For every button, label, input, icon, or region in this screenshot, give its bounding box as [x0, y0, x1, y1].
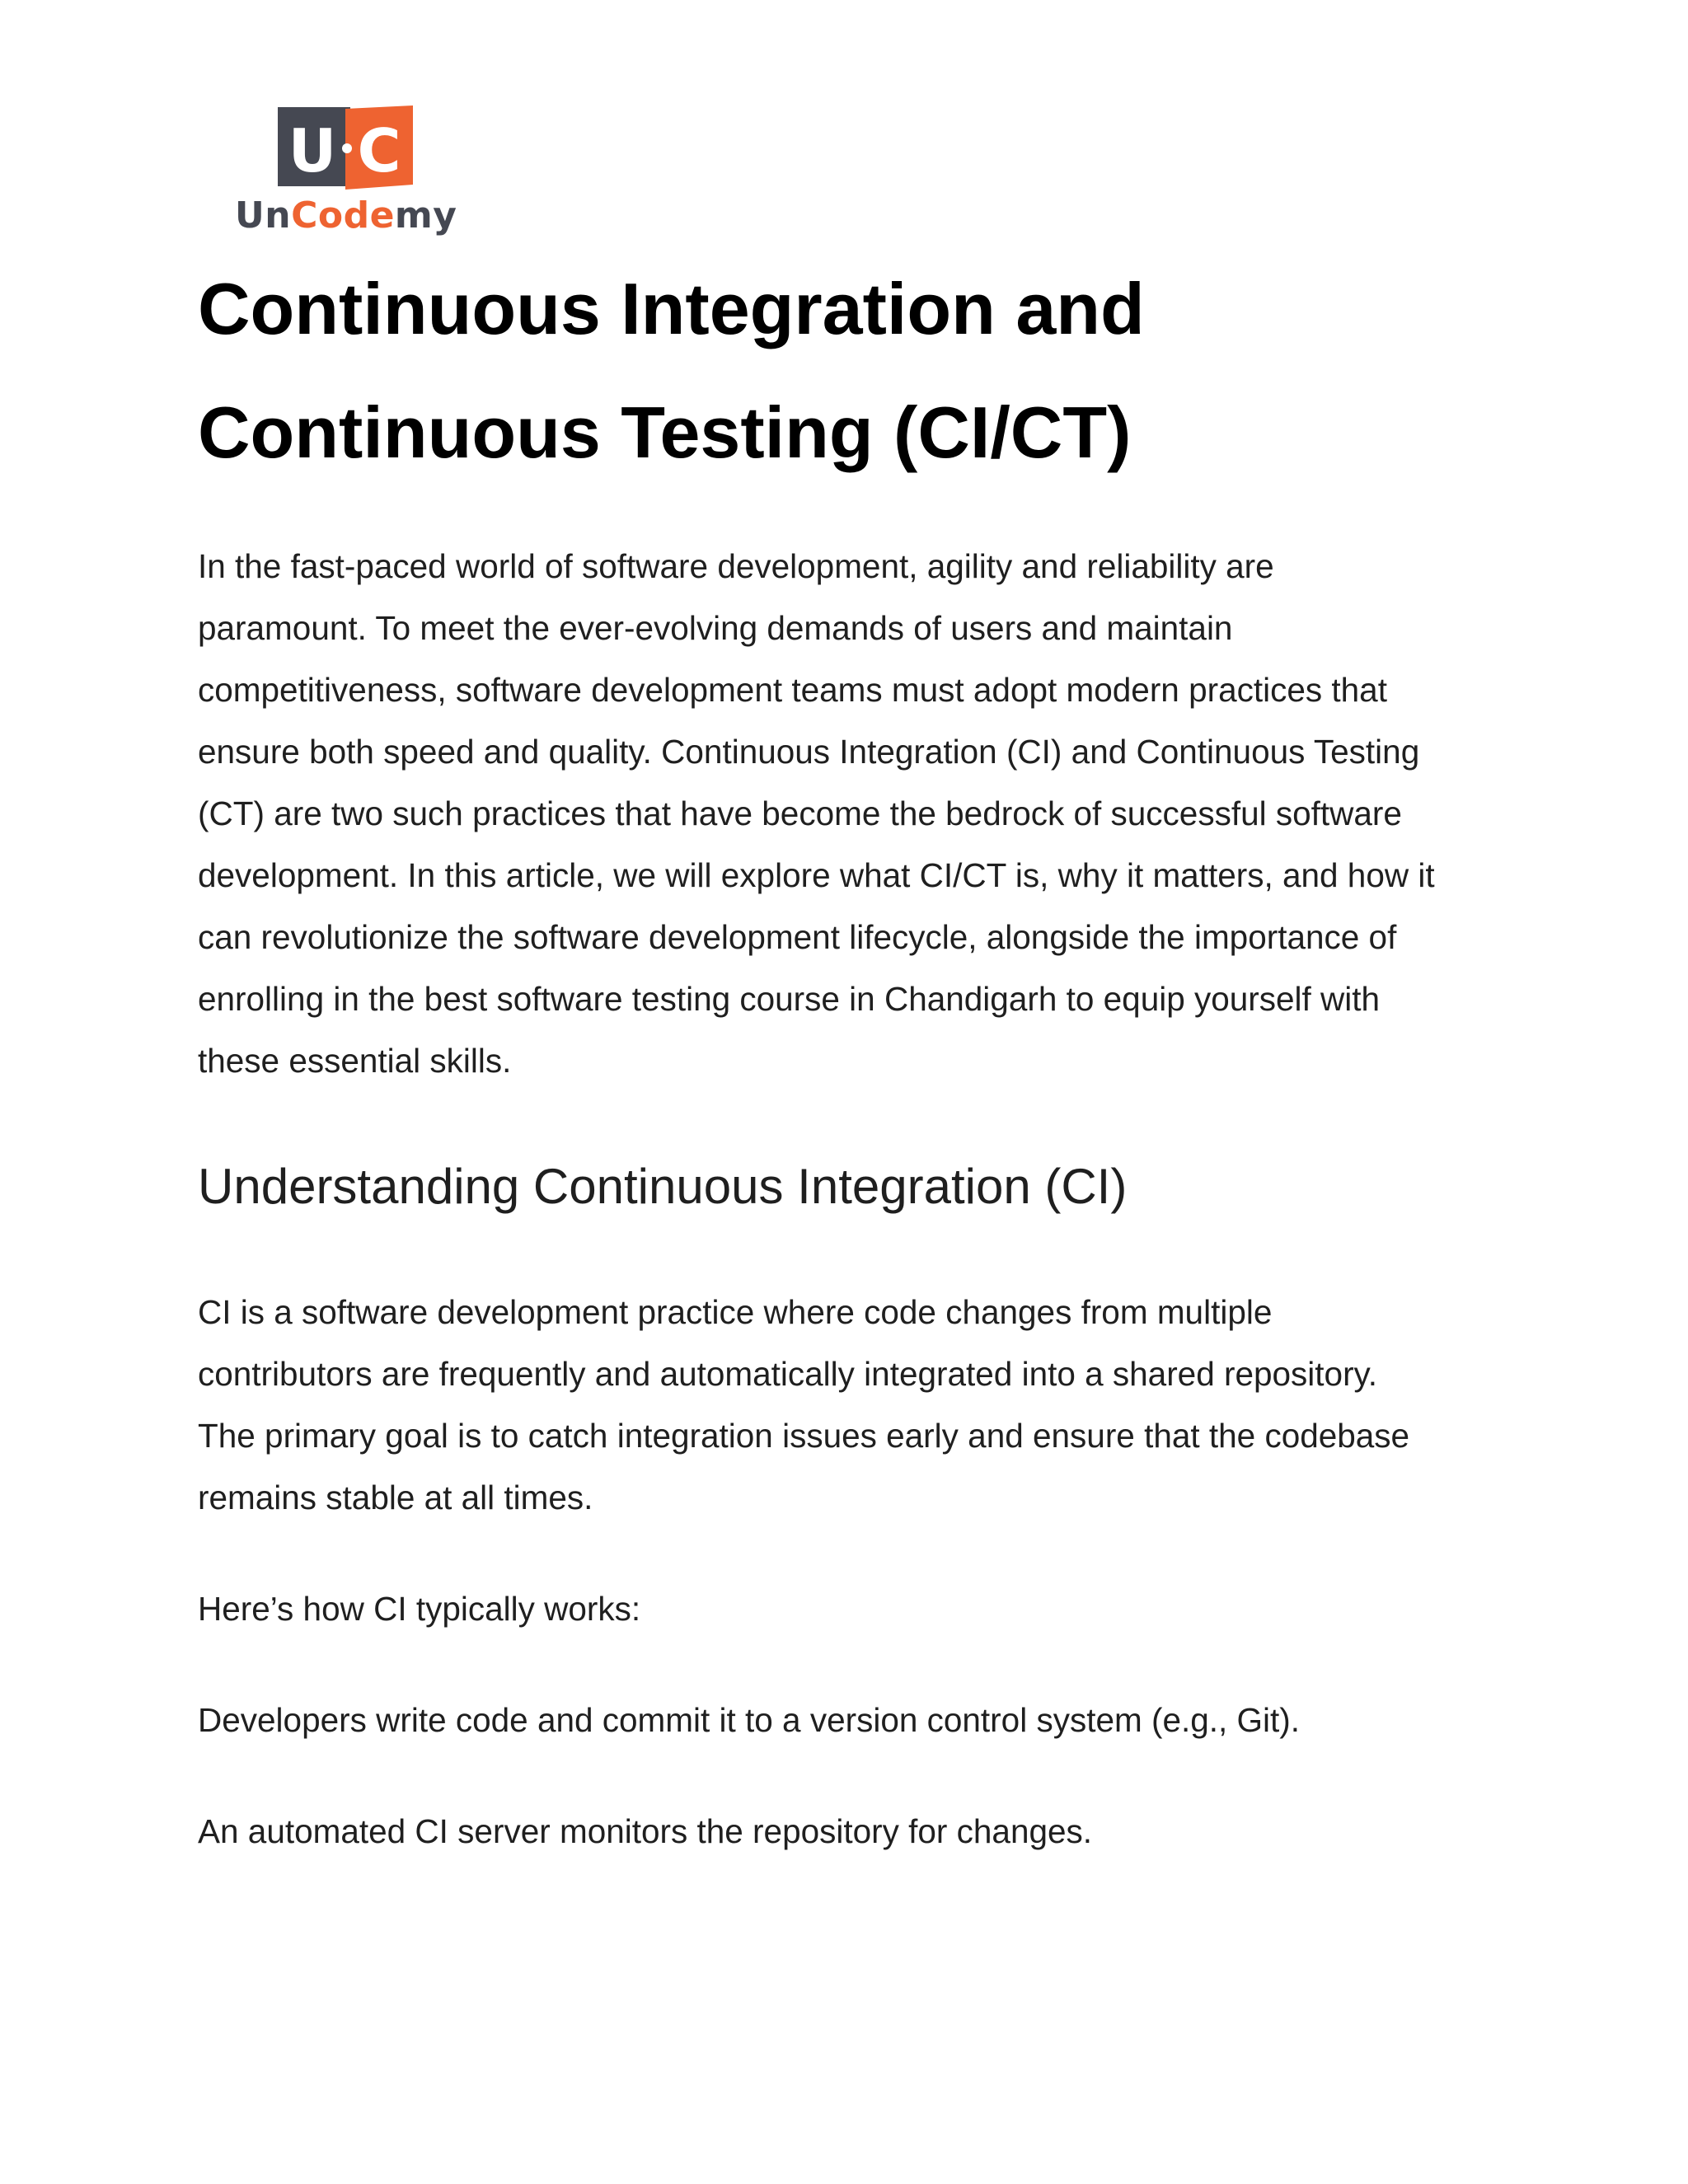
ci-step-1: [198, 1690, 1300, 1751]
intro-line: enrolling in the best software testing course in Chandigarh to equip yourself with: [198, 980, 1381, 1018]
ci-step-2: [198, 1801, 1092, 1863]
ci-how-intro-text: Here’s how CI typically works:: [198, 1590, 641, 1628]
ci-definition-line: contributors are frequently and automatically integrated into a shared repository.: [198, 1355, 1378, 1393]
logo-word-code: Code: [291, 194, 395, 237]
title-line-1: Continuous Integration and: [198, 268, 1145, 349]
intro-line: In the fast-paced world of software development, agility and reliability are: [198, 547, 1274, 585]
document-title: [198, 247, 1517, 494]
intro-line: (CT) are two such practices that have become the bedrock of successful software: [198, 794, 1402, 832]
logo-word-un: Un: [235, 194, 292, 237]
logo-word-my: my: [394, 194, 457, 237]
intro-line: ensure both speed and quality. Continuous Integration (CI) and Continuous Testing: [198, 733, 1420, 771]
logo-mark-u: U: [288, 116, 337, 185]
logo-mark-c: C: [357, 116, 401, 185]
ci-step-2-text: An automated CI server monitors the repository for changes.: [198, 1812, 1093, 1850]
intro-paragraph: [198, 536, 1435, 1092]
section-heading-ci: Understanding Continuous Integration (CI): [198, 1159, 1128, 1214]
ci-definition-line: The primary goal is to catch integration issues early and ensure that the codebase: [198, 1417, 1410, 1455]
uncodemy-logo: [235, 105, 457, 241]
uc-logo-mark: [278, 105, 413, 190]
intro-line: paramount. To meet the ever-evolving demands of users and maintain: [198, 609, 1233, 647]
ci-definition-paragraph: [198, 1282, 1409, 1529]
intro-line: competitiveness, software development teams must adopt modern practices that: [198, 671, 1387, 709]
ci-definition-line: remains stable at all times.: [198, 1479, 593, 1516]
ci-definition-line: CI is a software development practice where code changes from multiple: [198, 1293, 1273, 1331]
ci-step-1-text: Developers write code and commit it to a version control system (e.g., Git).: [198, 1701, 1300, 1739]
intro-line: can revolutionize the software development lifecycle, alongside the importance of: [198, 918, 1397, 956]
intro-line: development. In this article, we will explore what CI/CT is, why it matters, and how it: [198, 856, 1435, 894]
logo-wordmark: [235, 194, 457, 237]
ci-how-intro: [198, 1578, 640, 1640]
title-line-2: Continuous Testing (CI/CT): [198, 391, 1132, 473]
intro-line: these essential skills.: [198, 1042, 512, 1080]
